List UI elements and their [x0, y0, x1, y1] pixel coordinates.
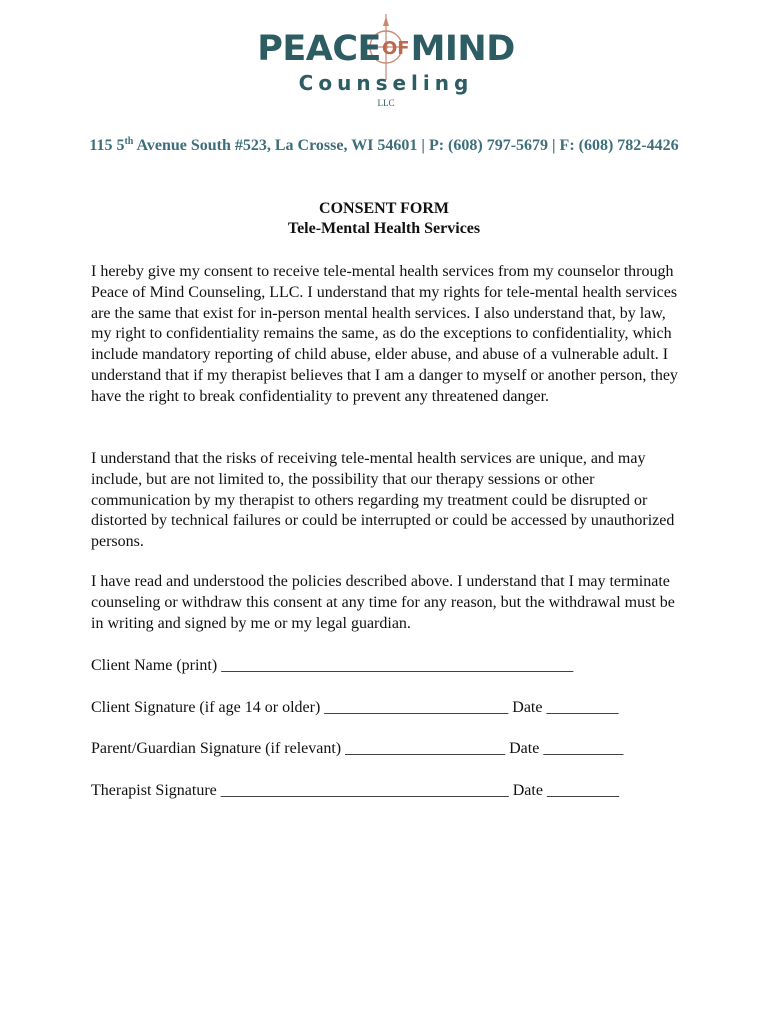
client-name-line: Client Name (print) ____________________________________________ — [91, 657, 574, 674]
therapist-signature-line: Therapist Signature ____________________________________ Date _________ — [91, 782, 619, 799]
logo-subtitle: Counseling — [298, 71, 474, 95]
guardian-signature-line: Parent/Guardian Signature (if relevant) ____________________ Date __________ — [91, 740, 624, 757]
logo-llc: LLC — [377, 98, 395, 108]
logo-word-mind: MIND — [410, 29, 515, 69]
address-part-2: Avenue South #523, La Crosse, WI 54601 | P: (608) 797-5679 | F: (608) 782-4426 — [133, 137, 679, 154]
logo-word-of: OF — [381, 38, 410, 59]
company-address — [78, 135, 690, 156]
paragraph-consent: I hereby give my consent to receive tele-mental health services from my counselor through Peace of Mind Counseling, LLC. I understand that my rights for tele-mental health services are the same that exist for in-person mental health services. I also understand that, by law, my right to confidentiality remains the same, as do the exceptions to confidentiality, which include mandatory reporting of child abuse, elder abuse, and abuse of a vulnerable adult. I understand that if my therapist believes that I am a danger to myself or another person, they have the right to break confidentiality to prevent any threatened danger. — [91, 263, 678, 405]
address-part-1: 115 5 — [89, 137, 125, 154]
address-ordinal: th — [124, 136, 134, 147]
paragraph-risks: I understand that the risks of receiving tele-mental health services are unique, and may include, but are not limited to, the possibility that our therapy sessions or other communication by my therapist to others regarding my treatment could be disrupted or distorted by technical failures or could be interrupted or could be accessed by unauthorized persons. — [91, 450, 675, 551]
company-logo — [250, 12, 522, 108]
form-subtitle: Tele-Mental Health Services — [287, 220, 481, 237]
paragraph-acknowledgement: I have read and understood the policies described above. I understand that I may terminate counseling or withdraw this consent at any time for any reason, but the withdrawal must be in writing and signed by me or my legal guardian. — [91, 573, 675, 632]
client-signature-line: Client Signature (if age 14 or older) _______________________ Date _________ — [91, 699, 619, 716]
logo-word-peace: PEACE — [257, 29, 381, 69]
form-title: CONSENT FORM — [319, 200, 449, 217]
logo-wordmark — [250, 29, 522, 69]
